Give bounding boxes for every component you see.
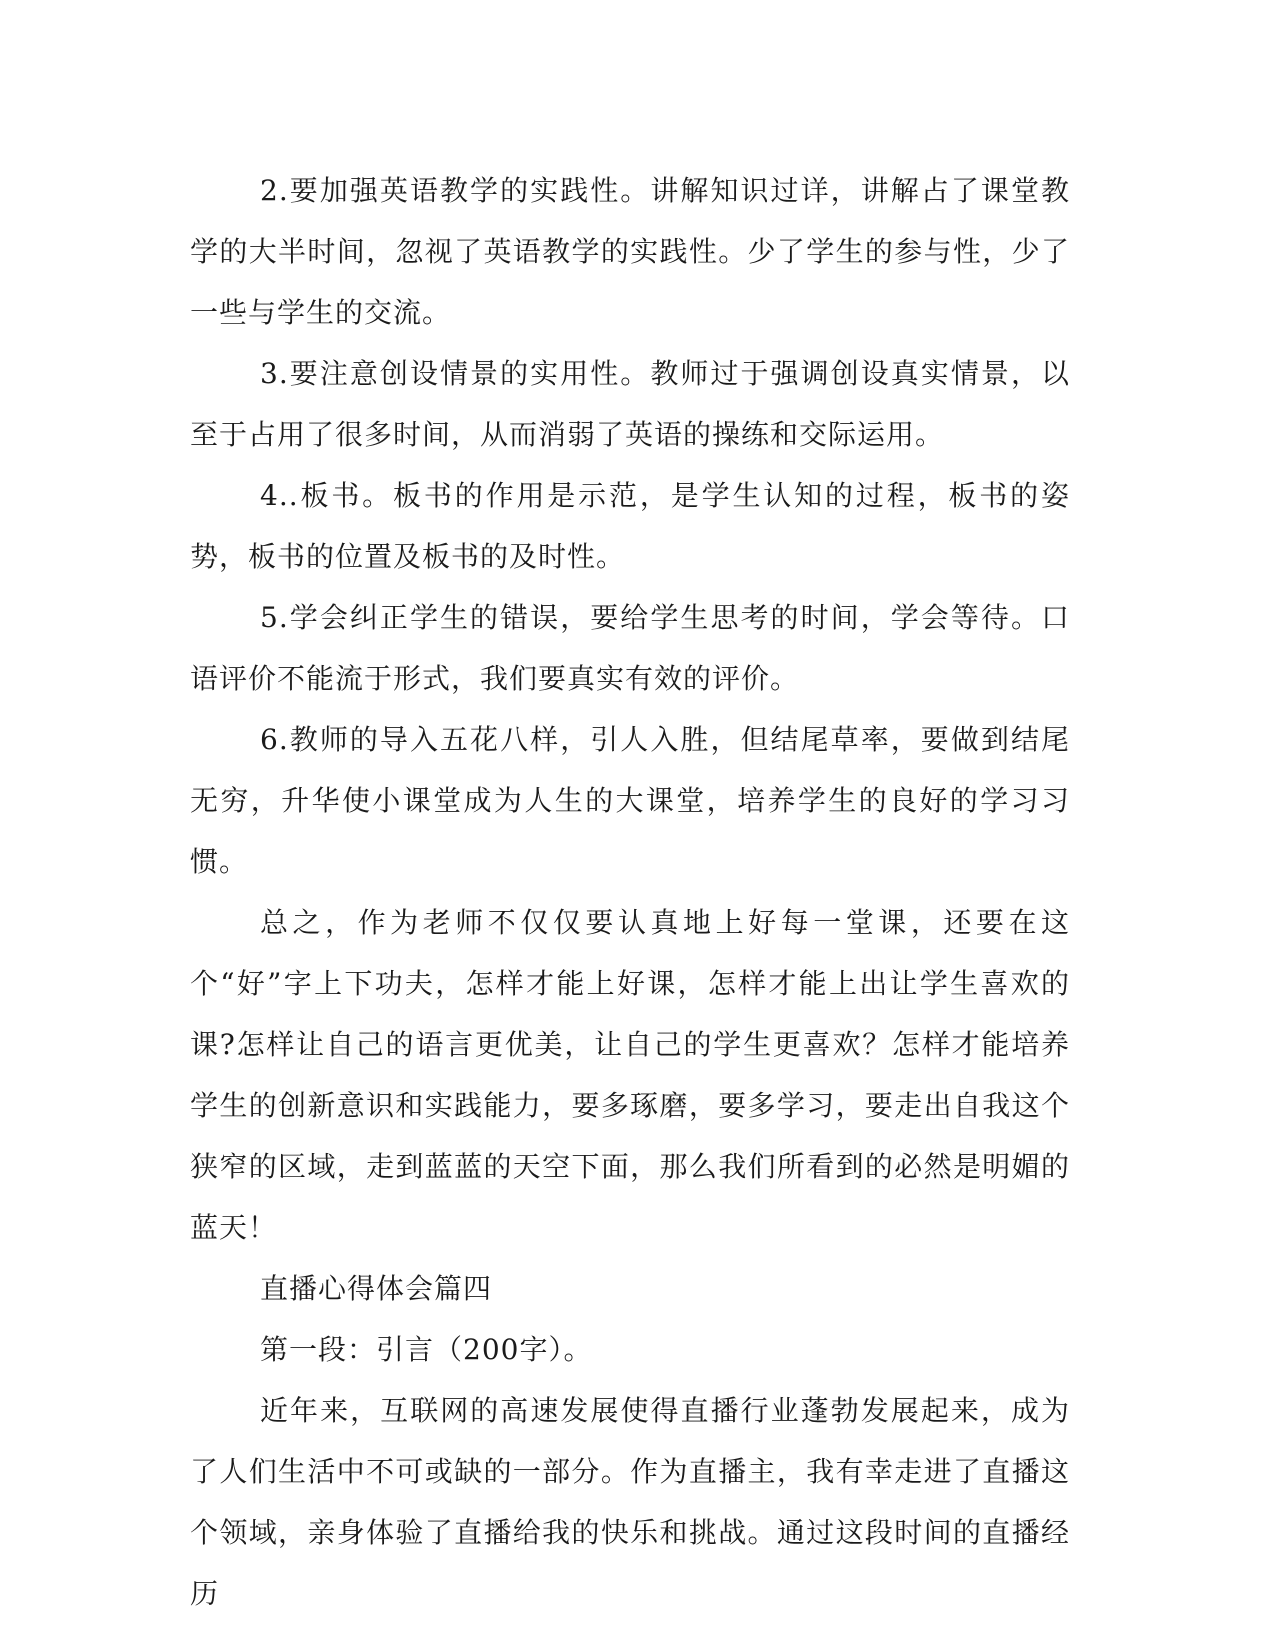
document-body [190, 160, 1070, 1624]
paragraph-situation: 3.要注意创设情景的实用性。教师过于强调创设真实情景，以至于占用了很多时间，从而消弱了英语的操练和交际运用。 [190, 357, 1070, 451]
paragraph-ending: 6.教师的导入五花八样，引人入胜，但结尾草率，要做到结尾无穷，升华使小课堂成为人生的大课堂，培养学生的良好的学习习惯。 [190, 723, 1070, 878]
paragraph-errors: 5.学会纠正学生的错误，要给学生思考的时间，学会等待。口语评价不能流于形式，我们要真实有效的评价。 [190, 601, 1070, 695]
paragraph-practice: 2.要加强英语教学的实践性。讲解知识过详，讲解占了课堂教学的大半时间，忽视了英语教学的实践性。少了学生的参与性，少了一些与学生的交流。 [190, 174, 1070, 329]
paragraph-intro: 近年来，互联网的高速发展使得直播行业蓬勃发展起来，成为了人们生活中不可或缺的一部分。作为直播主，我有幸走进了直播这个领域，亲身体验了直播给我的快乐和挑战。通过这段时间的直播经历 [190, 1394, 1070, 1610]
section-heading: 直播心得体会篇四 [260, 1272, 493, 1305]
sub-heading: 第一段：引言（200字）。 [260, 1333, 593, 1366]
paragraph-summary: 总之，作为老师不仅仅要认真地上好每一堂课，还要在这个“好”字上下功夫，怎样才能上好课，怎样才能上出让学生喜欢的课?怎样让自己的语言更优美，让自己的学生更喜欢？怎样才能培养学生的创新意识和实践能力，要多琢磨，要多学习，要走出自我这个狭窄的区域，走到蓝蓝的天空下面，那么我们所看到的必然是明媚的蓝天！ [190, 906, 1070, 1244]
paragraph-blackboard: 4..板书。板书的作用是示范，是学生认知的过程，板书的姿势，板书的位置及板书的及时性。 [190, 479, 1070, 573]
